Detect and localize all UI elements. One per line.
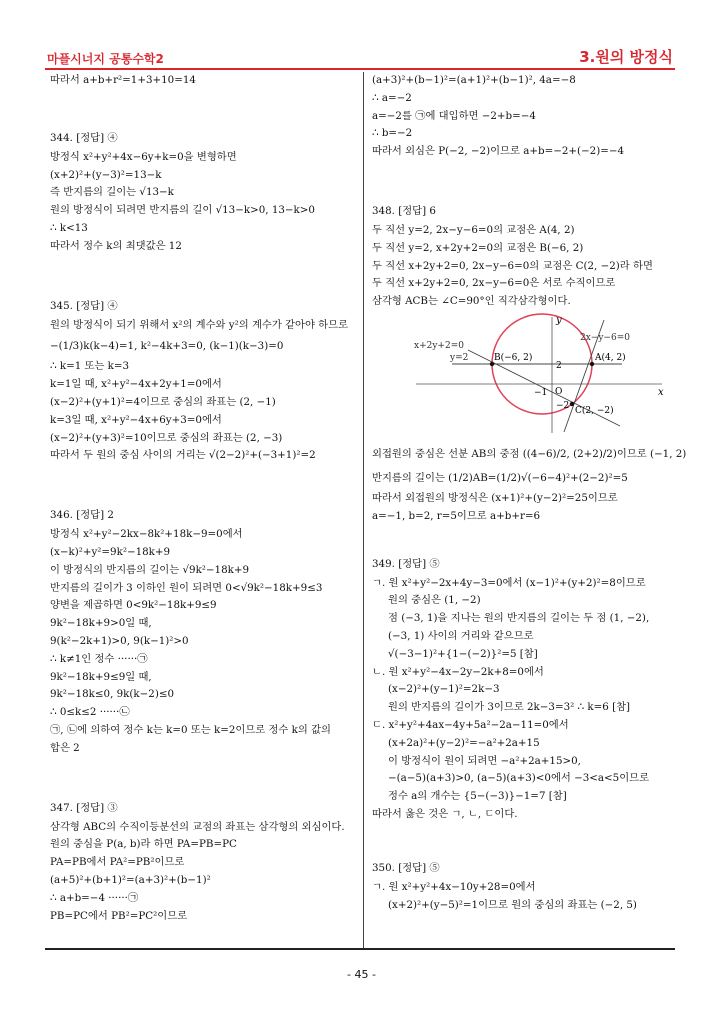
solution-346: [50, 505, 356, 757]
answer-heading-345: 345. [정답] ④: [50, 299, 118, 312]
solution-348: [372, 201, 687, 526]
solution-line: √(−3−1)²+{1−(−2)}²=5 [참]: [388, 647, 538, 660]
solution-line: ∴ a=−2: [372, 91, 412, 104]
solution-line: (x+2)²+(y−3)²=13−k: [50, 168, 162, 181]
solution-line: 정수 a의 개수는 {5−(−3)}−1=7 [참]: [388, 790, 567, 803]
solution-line: (x−2)²+(y−1)²=2k−3: [388, 683, 500, 696]
solution-line: ∴ k<13: [50, 221, 88, 234]
solution-line: a=−1, b=2, r=5이므로 a+b+r=6: [372, 509, 541, 522]
solution-344: [50, 128, 356, 256]
solution-line: 따라서 외접원의 방정식은 (x+1)²+(y−2)²=25이므로: [372, 491, 618, 504]
page-number: - 45 -: [347, 968, 376, 981]
header-rule: [45, 68, 675, 70]
solution-347-continued: [372, 72, 674, 161]
solution-line: 반지름의 길이는 (1/2)AB=(1/2)√(−6−4)²+(2−2)²=5: [372, 471, 628, 484]
line3-label: y=2: [450, 352, 469, 363]
solution-line: 외접원의 중심은 선분 AB의 중점 ((4−6)/2, (2+2)/2)이므로 (−1, 2): [372, 447, 687, 460]
solution-line: 즉 반지름의 길이는 √13−k: [50, 186, 174, 199]
tick-neg1-label: −1: [534, 387, 548, 398]
solution-line: ∴ k≠1인 정수 ······㉠: [50, 652, 148, 665]
solution-line: 원의 반지름의 길이가 3이므로 2k−3=3² ∴ k=6 [참]: [388, 701, 631, 714]
solution-line: 9k²−18k≤0, 9k(k−2)≤0: [50, 688, 175, 701]
solution-line: (a+3)²+(b−1)²=(a+1)²+(b−1)², 4a=−8: [372, 74, 576, 86]
solution-line: ∴ b=−2: [372, 127, 413, 140]
solution-line: 따라서 정수 k의 최댓값은 12: [50, 239, 182, 252]
solution-line: 원의 중심은 (1, −2): [388, 594, 481, 607]
answer-heading-348: 348. [정답] 6: [372, 204, 436, 217]
solution-line: (−3, 1) 사이의 거리와 같으므로: [388, 629, 534, 642]
solution-line: 두 직선 y=2, 2x−y−6=0의 교점은 A(4, 2): [372, 223, 575, 236]
solution-line: k=3일 때, x²+y²−4x+6y+3=0에서: [50, 413, 222, 426]
solution-line: PA=PB에서 PA²=PB²이므로: [50, 856, 185, 869]
solution-345: [50, 296, 356, 466]
solution-line: (x+2)²+(y−5)²=1이므로 원의 중심의 좌표는 (−2, 5): [388, 898, 637, 911]
solution-line: ㄷ. x²+y²+4ax−4y+5a²−2a−11=0에서: [372, 718, 569, 731]
solution-line: 방정식 x²+y²+4x−6y+k=0을 변형하면: [50, 150, 237, 163]
solution-line: 따라서 옳은 것은 ㄱ, ㄴ, ㄷ이다.: [372, 807, 518, 820]
point-a-label: A(4, 2): [595, 352, 626, 363]
solution-line: ㄴ. 원 x²+y²−4x−2y−2k+8=0에서: [372, 665, 544, 678]
solution-line: k=1일 때, x²+y²−4x+2y+1=0에서: [50, 378, 222, 391]
point-b-label: B(−6, 2): [494, 352, 533, 363]
solution-line: 합은 2: [50, 741, 80, 754]
solution-line: −(a−5)(a+3)>0, (a−5)(a+3)<0에서 −3<a<5이므로: [388, 772, 650, 785]
book-title: 마플시너지 공통수학2: [47, 52, 164, 66]
solution-line: 삼각형 ACB는 ∠C=90°인 직각삼각형이다.: [372, 295, 571, 308]
y-axis-label: y: [556, 314, 562, 326]
solution-line: (a+5)²+(b+1)²=(a+3)²+(b−1)²: [50, 873, 211, 886]
line2-label: x+2y+2=0: [414, 340, 464, 351]
column-divider: [363, 72, 364, 948]
answer-heading-344: 344. [정답] ④: [50, 131, 118, 144]
solution-350: [372, 858, 674, 915]
solution-line: (x−2)²+(y+1)²=4이므로 중심의 좌표는 (2, −1): [50, 395, 276, 408]
solution-line: (x+2a)²+(y−2)²=−a²+2a+15: [388, 736, 540, 749]
solution-line: 두 직선 y=2, x+2y+2=0의 교점은 B(−6, 2): [372, 241, 584, 254]
line1-label: 2x−y−6=0: [580, 332, 630, 343]
tick-2-label: 2: [556, 360, 562, 371]
solution-line: 이 방정식의 반지름의 길이는 √9k²−18k+9: [50, 563, 250, 576]
solution-line: 원의 방정식이 되기 위해서 x²의 계수와 y²의 계수가 같아야 하므로: [50, 318, 349, 331]
solution-line: 9k²−18k+9>0일 때,: [50, 617, 152, 630]
point-a: [590, 362, 594, 366]
point-c: [570, 402, 574, 406]
origin-label: O: [555, 386, 563, 397]
solution-line: ∴ k=1 또는 k=3: [50, 360, 130, 373]
solution-line: 삼각형 ABC의 수직이등분선의 교점의 좌표는 삼각형의 외심이다.: [50, 820, 345, 833]
solution-line: (x−2)²+(y+3)²=10이므로 중심의 좌표는 (2, −3): [50, 431, 283, 444]
chapter-title: 3.원의 방정식: [579, 48, 673, 66]
solution-line: −(1/3)k(k−4)=1, k²−4k+3=0, (k−1)(k−3)=0: [50, 340, 284, 353]
intro-line: 따라서 a+b+r²=1+3+10=14: [50, 74, 196, 86]
solution-line: 양변을 제곱하면 0<9k²−18k+9≤9: [50, 599, 217, 612]
solution-347: [50, 798, 356, 926]
point-c-label: C(2, −2): [575, 405, 614, 416]
answer-heading-350: 350. [정답] ⑤: [372, 861, 440, 874]
solution-line: (x−k)²+y²=9k²−18k+9: [50, 545, 171, 558]
solution-line: 원의 중심을 P(a, b)라 하면 PA=PB=PC: [50, 838, 237, 851]
solution-line: PB=PC에서 PB²=PC²이므로: [50, 909, 188, 922]
solution-line: a=−2를 ㉠에 대입하면 −2+b=−4: [372, 109, 536, 122]
solution-line: 9(k²−2k+1)>0, 9(k−1)²>0: [50, 634, 189, 647]
solution-line: ㉠, ㉡에 의하여 정수 k는 k=0 또는 k=2이므로 정수 k의 값의: [50, 723, 332, 736]
solution-line: ㄱ. 원 x²+y²−2x+4y−3=0에서 (x−1)²+(y+2)²=8이므로: [372, 576, 646, 589]
right-column: [372, 72, 687, 914]
solution-line: 방정식 x²+y²−2kx−8k²+18k−9=0에서: [50, 528, 243, 541]
answer-heading-346: 346. [정답] 2: [50, 509, 114, 522]
solution-line: 따라서 외심은 P(−2, −2)이므로 a+b=−2+(−2)=−4: [372, 145, 625, 158]
solution-line: 반지름의 길이가 3 이하인 원이 되려면 0<√9k²−18k+9≤3: [50, 581, 323, 594]
x-axis-label: x: [658, 386, 664, 398]
solution-line: ㄱ. 원 x²+y²+4x−10y+28=0에서: [372, 880, 536, 893]
solution-line: 두 직선 x+2y+2=0, 2x−y−6=0은 서로 수직이므로: [372, 277, 616, 290]
tick-neg2-label: −2: [556, 400, 570, 411]
solution-line: 원의 방정식이 되려면 반지름의 길이 √13−k>0, 13−k>0: [50, 204, 315, 217]
solution-line: ∴ a+b=−4 ······㉠: [50, 891, 139, 904]
solution-349: [372, 554, 674, 824]
solution-line: 이 방정식이 원이 되려면 −a²+2a+15>0,: [388, 754, 581, 767]
answer-heading-349: 349. [정답] ⑤: [372, 557, 440, 570]
solution-line: 따라서 두 원의 중심 사이의 거리는 √(2−2)²+(−3+1)²=2: [50, 449, 316, 462]
solution-line: 두 직선 x+2y+2=0, 2x−y−6=0의 교점은 C(2, −2)라 하면: [372, 259, 653, 272]
left-column: [50, 72, 356, 925]
circumcircle-figure: [372, 313, 674, 436]
answer-heading-347: 347. [정답] ③: [50, 801, 118, 814]
circumcircle-graph: [412, 313, 672, 436]
solution-line: ∴ 0≤k≤2 ······㉡: [50, 706, 130, 719]
solution-line: 점 (−3, 1)을 지나는 원의 반지름의 길이는 두 점 (1, −2),: [388, 612, 650, 625]
solution-line: 9k²−18k+9≤9일 때,: [50, 670, 152, 683]
bottom-rule: [45, 948, 675, 950]
